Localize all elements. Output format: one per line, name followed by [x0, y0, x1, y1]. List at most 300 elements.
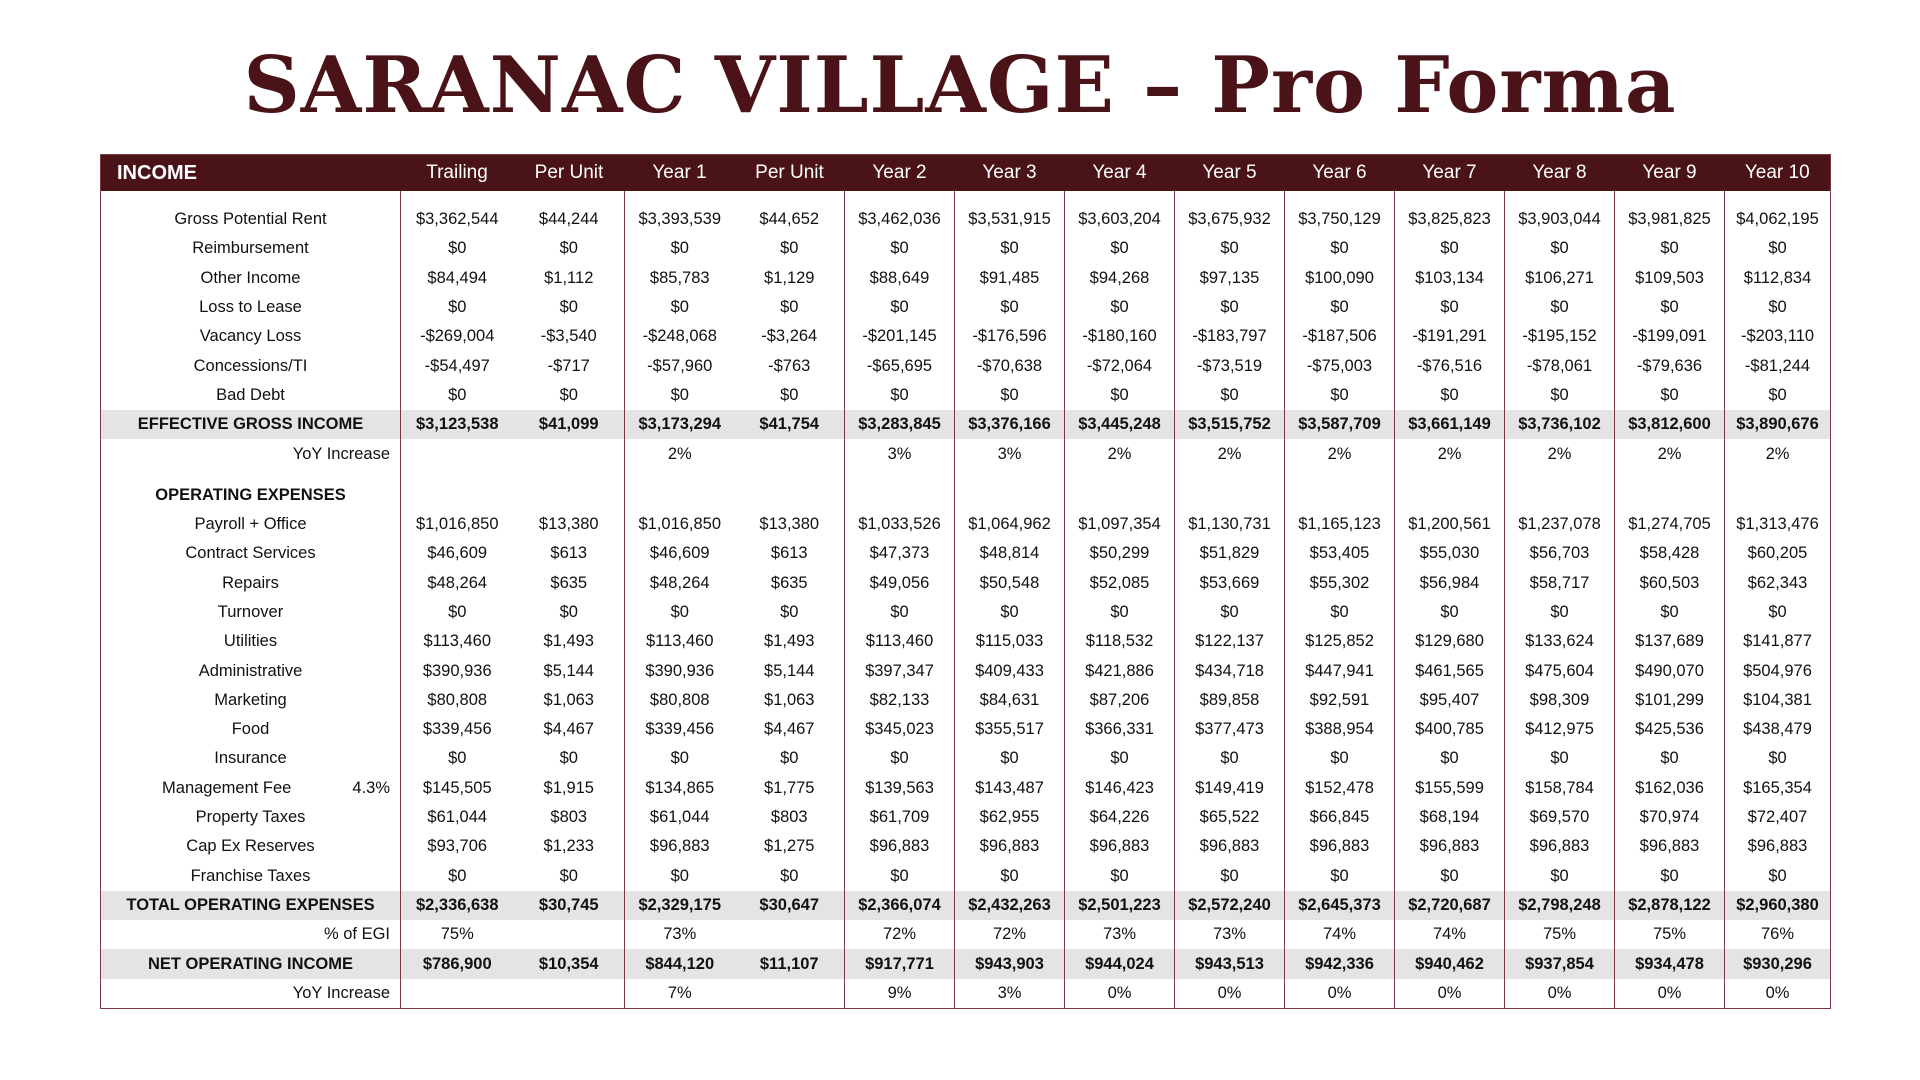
table-cell: $0 [670, 603, 689, 621]
table-cell: $0 [1285, 293, 1395, 322]
table-cell: $940,462 [1395, 949, 1505, 978]
table-cell: $613 [735, 539, 845, 568]
table-row [101, 381, 1831, 410]
table-cell: 2% [667, 444, 692, 463]
table-row [101, 569, 1831, 598]
table-cell: $41,754 [735, 410, 845, 439]
row-label-text: Contract Services [185, 544, 316, 563]
table-cell [1725, 481, 1831, 510]
table-cell: -$180,160 [1065, 322, 1175, 351]
table-cell: $635 [514, 569, 625, 598]
table-cell: $2,329,175 [625, 891, 735, 920]
table-cell: $3,123,538 [401, 410, 514, 439]
table-cell [735, 920, 845, 949]
total-row [101, 891, 1831, 920]
table-cell: $2,432,263 [955, 891, 1065, 920]
table-row [101, 656, 1831, 685]
table-cell: $165,354 [1743, 778, 1812, 797]
table-cell: $113,460 [845, 627, 955, 656]
spacer-cell [401, 469, 514, 481]
table-cell: $96,883 [845, 832, 955, 861]
table-cell [955, 481, 1065, 510]
table-cell: -$3,264 [735, 322, 845, 351]
row-label-text: YoY Increase [292, 444, 390, 463]
table-cell: $3,531,915 [955, 205, 1065, 234]
table-cell: $0 [1285, 234, 1395, 263]
table-cell: $66,845 [1285, 803, 1395, 832]
table-cell: -$81,244 [1744, 356, 1811, 375]
table-cell: $44,652 [735, 205, 845, 234]
table-cell: -$70,638 [955, 351, 1065, 380]
table-cell: $3,812,600 [1615, 410, 1725, 439]
table-cell: $44,244 [514, 205, 625, 234]
table-cell: 2% [1395, 439, 1505, 468]
table-cell: $0 [514, 293, 625, 322]
table-cell: $129,680 [1395, 627, 1505, 656]
table-cell: $1,200,561 [1395, 510, 1505, 539]
table-cell: $366,331 [1065, 715, 1175, 744]
column-header: Year 10 [1725, 155, 1831, 192]
table-cell: $0 [1285, 744, 1395, 773]
table-cell [1615, 481, 1725, 510]
table-cell: $69,570 [1505, 803, 1615, 832]
table-cell: $3,661,149 [1395, 410, 1505, 439]
row-label [101, 803, 401, 832]
spacer-cell [735, 469, 845, 481]
table-cell: $1,016,850 [638, 515, 722, 534]
table-cell: $61,044 [427, 808, 488, 827]
table-cell: $60,205 [1747, 544, 1808, 563]
table-row [101, 205, 1831, 234]
table-cell: $0 [955, 381, 1065, 410]
table-cell: $93,706 [427, 837, 488, 856]
table-cell: $10,354 [514, 949, 625, 978]
table-cell: $96,883 [1175, 832, 1285, 861]
table-cell: $425,536 [1615, 715, 1725, 744]
table-cell: $87,206 [1065, 686, 1175, 715]
table-row [101, 832, 1831, 861]
table-cell: 3% [955, 979, 1065, 1009]
table-cell: $0 [1065, 598, 1175, 627]
table-cell: $0 [1615, 598, 1725, 627]
spacer-cell [101, 469, 401, 481]
column-header: Year 9 [1615, 155, 1725, 192]
table-cell: -$54,497 [424, 356, 490, 375]
table-cell: $5,144 [735, 656, 845, 685]
table-cell: $942,336 [1285, 949, 1395, 978]
table-cell: $47,373 [845, 539, 955, 568]
table-cell: $0 [1768, 749, 1787, 768]
table-cell: $0 [1768, 385, 1787, 404]
table-cell: 2% [1065, 439, 1175, 468]
table-row [101, 744, 1831, 773]
table-cell: $13,380 [514, 510, 625, 539]
spacer-cell [955, 469, 1065, 481]
column-header: Year 8 [1505, 155, 1615, 192]
spacer-cell [1725, 469, 1831, 481]
table-cell: $0 [448, 239, 467, 258]
table-cell: $3,736,102 [1505, 410, 1615, 439]
table-cell: $1,016,850 [415, 515, 499, 534]
table-cell: $0 [1505, 862, 1615, 891]
table-cell: $104,381 [1743, 690, 1812, 709]
table-cell: $0 [1615, 381, 1725, 410]
spacer-cell [845, 191, 955, 205]
table-cell: $3,445,248 [1065, 410, 1175, 439]
table-cell: $155,599 [1395, 774, 1505, 803]
table-row [101, 234, 1831, 263]
table-cell: $2,960,380 [1725, 891, 1831, 920]
spacer-cell [955, 191, 1065, 205]
spacer-cell [1725, 191, 1831, 205]
table-cell: $1,033,526 [845, 510, 955, 539]
row-label-text: Food [231, 720, 270, 739]
table-cell: $0 [1615, 293, 1725, 322]
row-label [101, 351, 401, 380]
table-cell: $96,883 [1615, 832, 1725, 861]
table-cell: $0 [845, 598, 955, 627]
table-cell: -$79,636 [1615, 351, 1725, 380]
table-cell: $0 [955, 293, 1065, 322]
table-cell: $0 [1065, 381, 1175, 410]
table-cell: -$203,110 [1740, 327, 1815, 346]
table-cell: $3,362,544 [415, 210, 499, 229]
pro-forma-table [100, 154, 1831, 1009]
table-cell: -$176,596 [955, 322, 1065, 351]
row-label-text: % of EGI [323, 925, 390, 944]
row-label-text: Management Fee [162, 778, 292, 797]
table-cell [735, 481, 845, 510]
table-cell: $0 [1065, 862, 1175, 891]
table-cell: 0% [1285, 979, 1395, 1009]
table-cell: -$201,145 [845, 322, 955, 351]
table-cell: $0 [1175, 744, 1285, 773]
table-cell: -$76,516 [1395, 351, 1505, 380]
table-cell: $0 [1395, 381, 1505, 410]
table-cell: 74% [1285, 920, 1395, 949]
table-cell: $944,024 [1065, 949, 1175, 978]
table-cell: $84,494 [427, 268, 488, 287]
table-cell: $0 [514, 598, 625, 627]
table-cell: 75% [1615, 920, 1725, 949]
row-label-text: Payroll + Office [194, 515, 307, 534]
table-cell: $0 [735, 293, 845, 322]
income-header: INCOME [101, 155, 401, 192]
table-cell: $917,771 [845, 949, 955, 978]
row-label [101, 234, 401, 263]
table-cell: $0 [955, 744, 1065, 773]
table-cell: $475,604 [1505, 656, 1615, 685]
table-cell: $133,624 [1505, 627, 1615, 656]
table-cell: $96,883 [1065, 832, 1175, 861]
table-cell: $2,366,074 [845, 891, 955, 920]
table-cell [1505, 481, 1615, 510]
row-label [101, 410, 401, 439]
table-cell: $101,299 [1615, 686, 1725, 715]
table-cell: $339,456 [422, 720, 492, 739]
table-cell: $0 [448, 298, 467, 317]
table-cell: $397,347 [845, 656, 955, 685]
table-cell: $1,130,731 [1175, 510, 1285, 539]
spacer-cell [1065, 191, 1175, 205]
row-label-text: Marketing [214, 690, 287, 709]
table-cell: $60,503 [1615, 569, 1725, 598]
table-cell: $52,085 [1065, 569, 1175, 598]
table-cell: $72,407 [1747, 808, 1808, 827]
table-cell: -$248,068 [642, 327, 717, 346]
row-label-text: Utilities [223, 632, 278, 651]
table-cell: $504,976 [1743, 661, 1812, 680]
table-cell: $96,883 [955, 832, 1065, 861]
table-cell: $96,883 [1505, 832, 1615, 861]
spacer-cell [625, 469, 735, 481]
table-cell: $95,407 [1395, 686, 1505, 715]
table-cell: $1,493 [514, 627, 625, 656]
table-cell: $412,975 [1505, 715, 1615, 744]
table-cell: $339,456 [645, 720, 715, 739]
spacer-cell [1285, 469, 1395, 481]
table-cell: $5,144 [514, 656, 625, 685]
table-cell: $0 [735, 862, 845, 891]
table-cell: $1,915 [514, 774, 625, 803]
table-cell: $2,336,638 [401, 891, 514, 920]
table-cell: $48,264 [427, 573, 488, 592]
table-cell: $2,572,240 [1175, 891, 1285, 920]
table-cell: $1,775 [735, 774, 845, 803]
table-cell: $0 [955, 862, 1065, 891]
table-cell: 72% [955, 920, 1065, 949]
table-cell: $115,033 [955, 627, 1065, 656]
spacer-cell [1395, 191, 1505, 205]
table-row [101, 264, 1831, 293]
table-cell: $0 [1065, 234, 1175, 263]
table-cell: $143,487 [955, 774, 1065, 803]
row-label-text: Concessions/TI [193, 356, 308, 375]
table-cell: $0 [514, 381, 625, 410]
table-cell: $1,064,962 [955, 510, 1065, 539]
table-cell: $1,493 [735, 627, 845, 656]
table-cell: $139,563 [845, 774, 955, 803]
total-row [101, 949, 1831, 978]
spacer-cell [1065, 469, 1175, 481]
table-cell: 75% [440, 925, 474, 944]
table-cell: $3,903,044 [1505, 205, 1615, 234]
table-cell: $70,974 [1615, 803, 1725, 832]
table-cell: $1,237,078 [1505, 510, 1615, 539]
row-label [101, 569, 401, 598]
table-cell: $61,044 [649, 808, 710, 827]
row-label-text: Other Income [200, 268, 301, 287]
table-cell: $58,428 [1615, 539, 1725, 568]
row-label [101, 656, 401, 685]
table-cell: $0 [1505, 598, 1615, 627]
table-cell: $3,675,932 [1175, 205, 1285, 234]
table-cell [401, 481, 514, 510]
table-cell: $943,903 [955, 949, 1065, 978]
row-label [101, 539, 401, 568]
row-label [101, 979, 401, 1009]
table-cell: $0 [1505, 744, 1615, 773]
table-cell: $1,129 [735, 264, 845, 293]
table-cell: $62,343 [1747, 573, 1808, 592]
table-cell: $0 [845, 862, 955, 891]
table-cell: 75% [1505, 920, 1615, 949]
row-label-text: Administrative [198, 661, 303, 680]
table-cell: $0 [1395, 293, 1505, 322]
table-cell: $51,829 [1175, 539, 1285, 568]
table-cell: $421,886 [1065, 656, 1175, 685]
table-cell: $0 [1768, 866, 1787, 885]
row-label [101, 862, 401, 891]
table-cell: $80,808 [427, 690, 488, 709]
table-cell: $96,883 [649, 837, 710, 856]
table-cell: $0 [1175, 293, 1285, 322]
table-cell: $0 [845, 234, 955, 263]
table-cell: $0 [1175, 381, 1285, 410]
row-label-text: Repairs [222, 573, 279, 592]
table-cell: $2,878,122 [1615, 891, 1725, 920]
table-cell: 3% [955, 439, 1065, 468]
table-cell [1395, 481, 1505, 510]
table-cell [1065, 481, 1175, 510]
table-cell: 3% [845, 439, 955, 468]
table-cell: $0 [670, 298, 689, 317]
metric-row [101, 439, 1831, 468]
table-cell: $0 [1768, 603, 1787, 621]
table-cell: $0 [448, 866, 467, 885]
table-cell [401, 979, 514, 1009]
table-cell: 74% [1395, 920, 1505, 949]
table-cell [1285, 481, 1395, 510]
table-cell: $3,825,823 [1395, 205, 1505, 234]
table-cell: $64,226 [1065, 803, 1175, 832]
table-cell: 2% [1285, 439, 1395, 468]
table-cell: $3,376,166 [955, 410, 1065, 439]
table-cell [514, 920, 625, 949]
table-cell: $0 [1768, 239, 1787, 258]
table-cell: $400,785 [1395, 715, 1505, 744]
table-cell [401, 439, 514, 468]
spacer-cell [514, 191, 625, 205]
table-cell: $355,517 [955, 715, 1065, 744]
spacer-cell [1505, 191, 1615, 205]
row-label-text: Franchise Taxes [190, 866, 311, 885]
table-cell: 9% [845, 979, 955, 1009]
table-cell: $62,955 [955, 803, 1065, 832]
table-cell: $145,505 [422, 778, 492, 797]
row-label-text: Loss to Lease [199, 298, 302, 317]
table-cell: $1,275 [735, 832, 845, 861]
table-cell: $434,718 [1175, 656, 1285, 685]
table-cell: 2% [1175, 439, 1285, 468]
table-cell: $53,405 [1285, 539, 1395, 568]
table-row [101, 862, 1831, 891]
table-row [101, 351, 1831, 380]
table-cell: $56,984 [1395, 569, 1505, 598]
metric-row [101, 979, 1831, 1009]
page-title: SARANAC VILLAGE – Pro Forma [243, 40, 1677, 131]
table-cell [735, 439, 845, 468]
spacer-row [101, 469, 1831, 481]
table-cell: $0 [670, 749, 689, 768]
table-cell: $3,981,825 [1615, 205, 1725, 234]
table-cell: 72% [845, 920, 955, 949]
table-cell: $0 [845, 744, 955, 773]
row-label [101, 322, 401, 351]
table-cell: $0 [1065, 744, 1175, 773]
table-cell: $390,936 [645, 661, 715, 680]
table-cell: $89,858 [1175, 686, 1285, 715]
table-cell: $0 [1285, 381, 1395, 410]
row-label-text: OPERATING EXPENSES [155, 485, 346, 504]
table-cell: $1,097,354 [1065, 510, 1175, 539]
table-row [101, 627, 1831, 656]
table-cell: $0 [1065, 293, 1175, 322]
row-label-text: Bad Debt [216, 385, 285, 404]
row-label [101, 293, 401, 322]
management-fee-rate: 4.3% [352, 778, 390, 797]
spacer-cell [101, 191, 401, 205]
table-cell: $113,460 [423, 632, 492, 651]
table-cell: -$72,064 [1065, 351, 1175, 380]
row-label-text: Property Taxes [195, 808, 306, 827]
table-cell: $100,090 [1285, 264, 1395, 293]
table-cell: $50,299 [1065, 539, 1175, 568]
table-cell: 0% [1065, 979, 1175, 1009]
spacer-cell [514, 469, 625, 481]
table-cell: $0 [1505, 381, 1615, 410]
table-cell: $803 [735, 803, 845, 832]
table-cell: $2,720,687 [1395, 891, 1505, 920]
table-cell: $85,783 [649, 268, 710, 287]
table-cell: $3,462,036 [845, 205, 955, 234]
table-cell: $1,112 [514, 264, 625, 293]
spacer-cell [401, 191, 514, 205]
table-cell: $92,591 [1285, 686, 1395, 715]
table-cell: -$3,540 [514, 322, 625, 351]
table-cell [625, 481, 735, 510]
table-cell: $158,784 [1505, 774, 1615, 803]
table-row [101, 715, 1831, 744]
table-cell: $0 [1615, 744, 1725, 773]
table-cell: $0 [1395, 744, 1505, 773]
row-label-text: Insurance [214, 749, 287, 768]
table-cell: $0 [448, 749, 467, 768]
table-cell: $149,419 [1175, 774, 1285, 803]
spacer-row [101, 191, 1831, 205]
column-header: Year 4 [1065, 155, 1175, 192]
table-cell: $635 [735, 569, 845, 598]
row-label [101, 774, 401, 803]
table-cell: $0 [1285, 598, 1395, 627]
table-cell: 0% [1175, 979, 1285, 1009]
table-cell [514, 439, 625, 468]
table-cell: $0 [1285, 862, 1395, 891]
table-cell: -$763 [735, 351, 845, 380]
table-cell: $97,135 [1175, 264, 1285, 293]
table-cell: 2% [1505, 439, 1615, 468]
table-row [101, 803, 1831, 832]
table-cell: $56,703 [1505, 539, 1615, 568]
row-label-text: Reimbursement [192, 239, 309, 258]
row-label-text: EFFECTIVE GROSS INCOME [137, 415, 364, 434]
spacer-cell [1615, 469, 1725, 481]
table-cell: $4,467 [735, 715, 845, 744]
table-cell: $490,070 [1615, 656, 1725, 685]
table-cell: $146,423 [1065, 774, 1175, 803]
table-cell: $0 [1615, 862, 1725, 891]
table-cell: $0 [735, 598, 845, 627]
